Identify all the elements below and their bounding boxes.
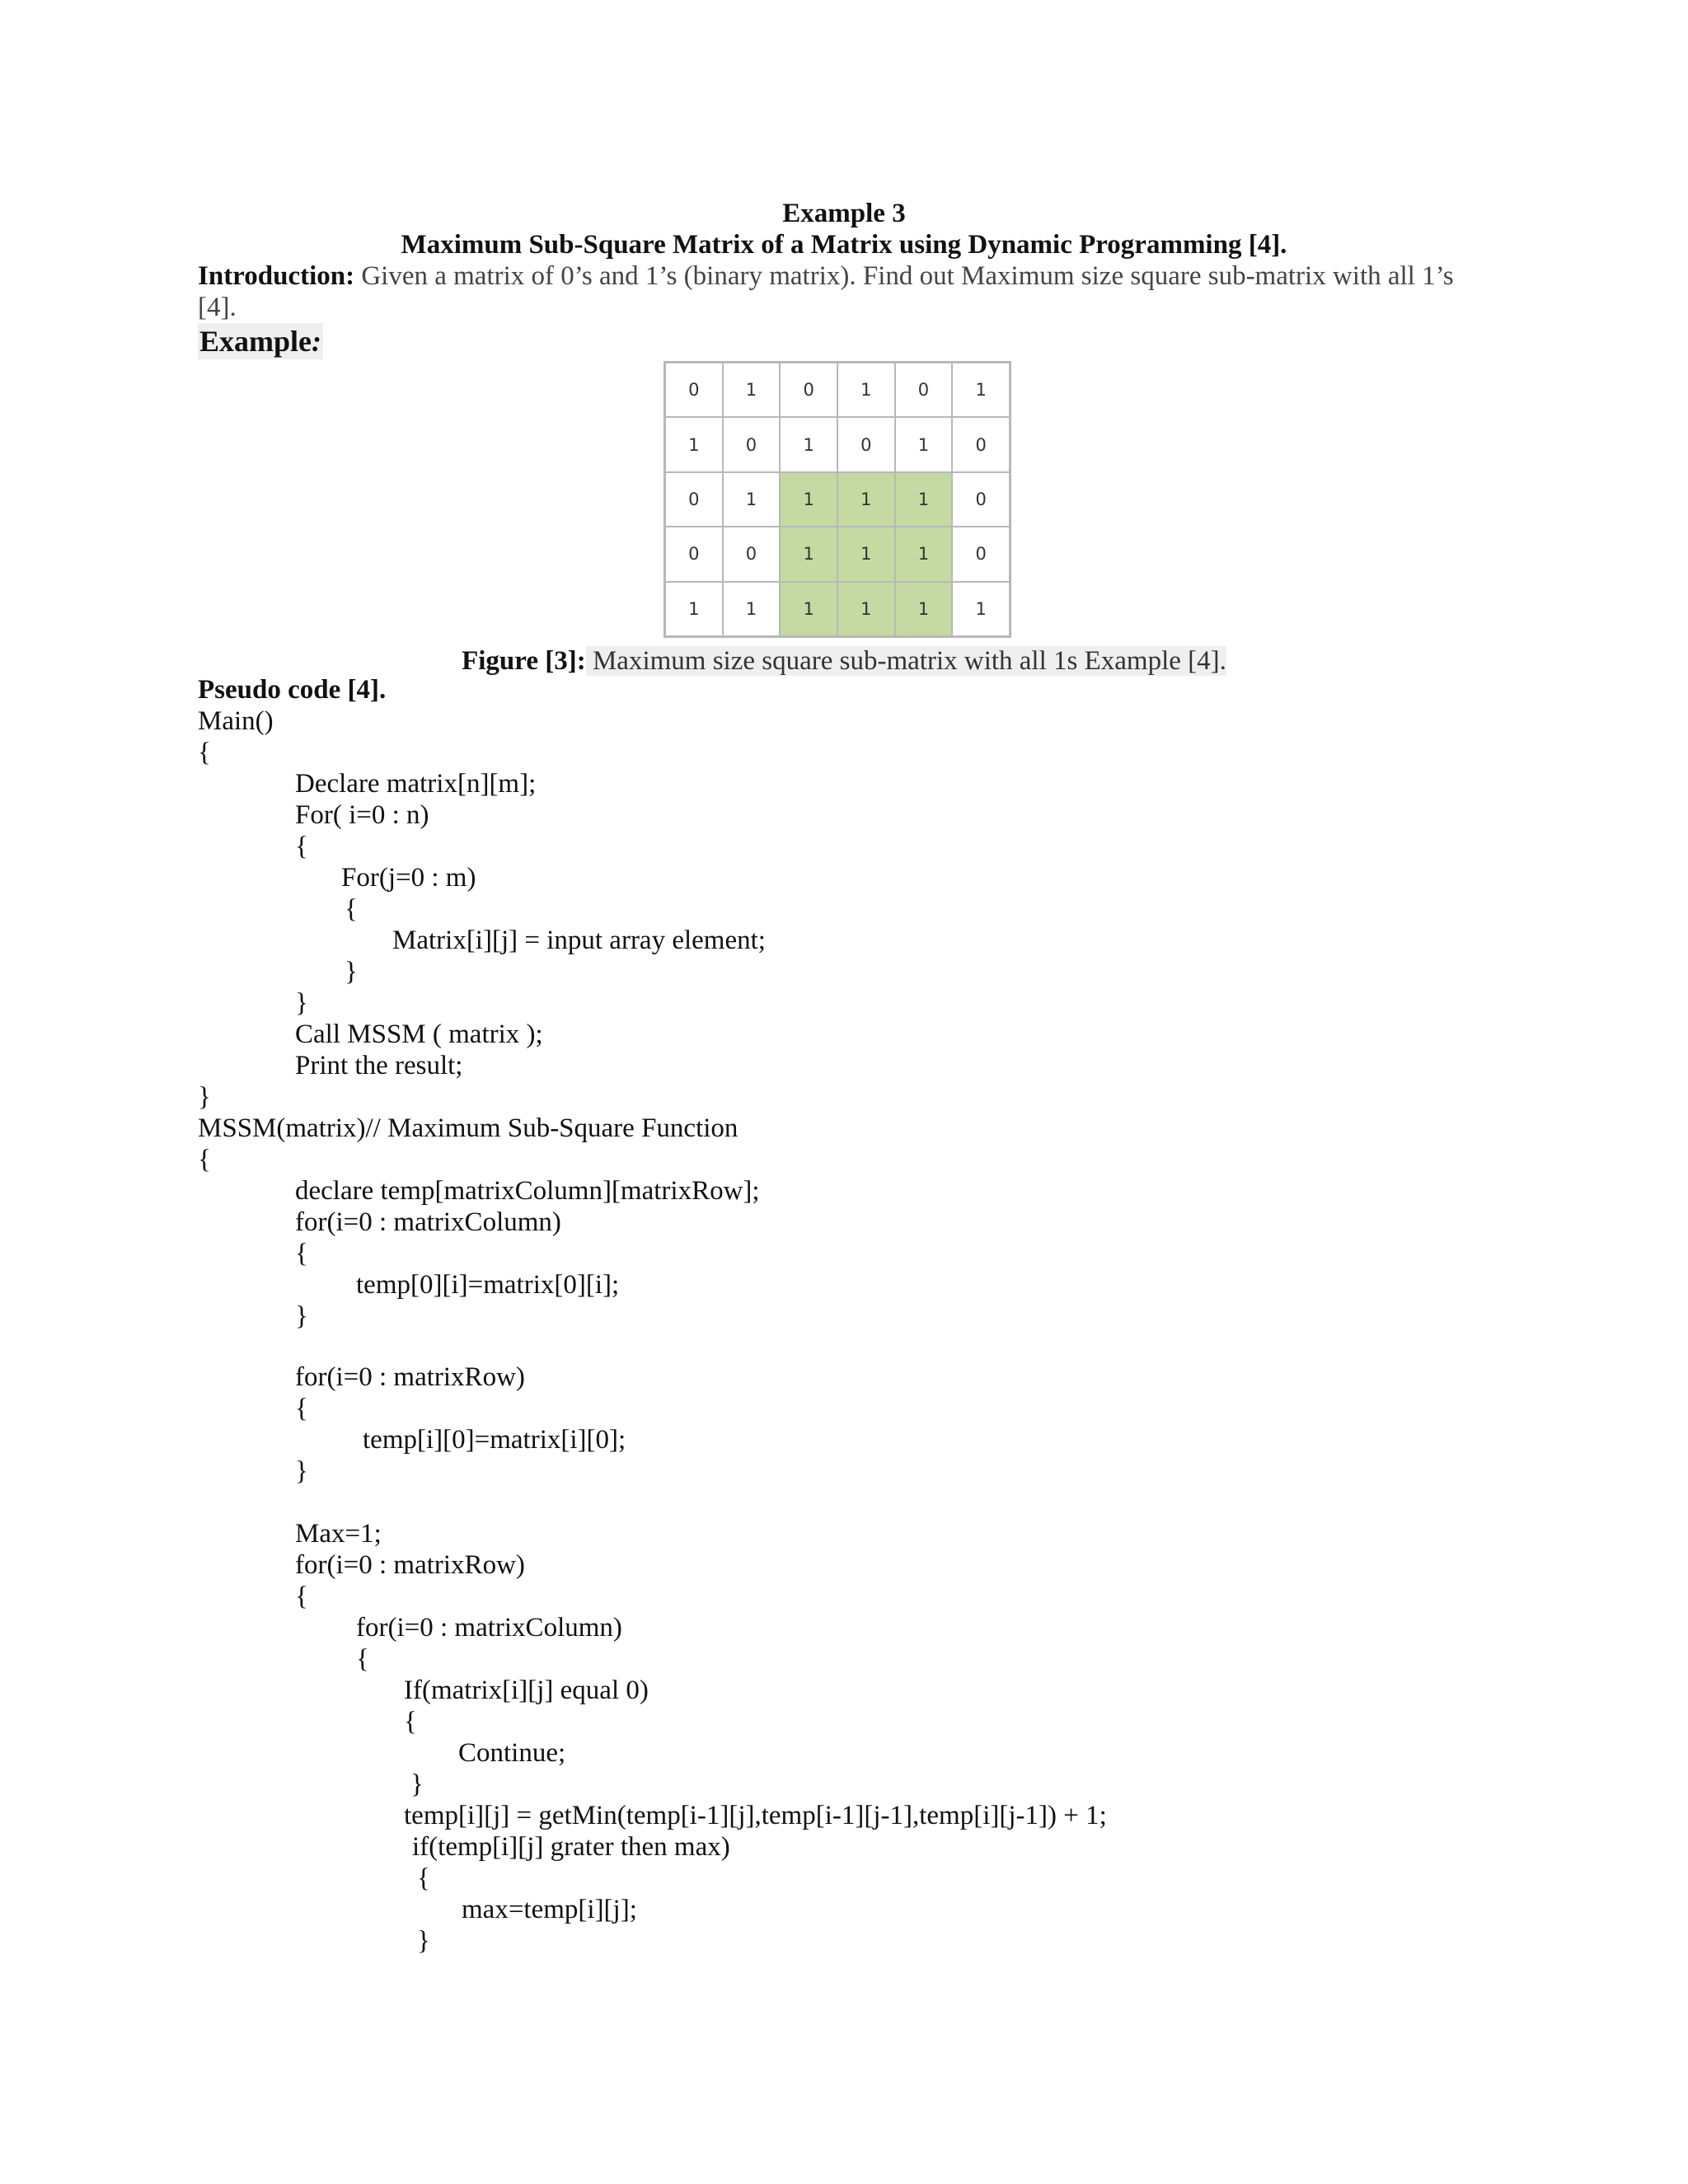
binary-matrix-figure (663, 361, 1011, 638)
code-line: { (295, 1239, 308, 1268)
code-line: { (295, 1394, 308, 1423)
code-line: { (198, 1145, 211, 1174)
code-line: { (295, 1582, 308, 1611)
code-line: } (198, 1082, 211, 1112)
code-line: MSSM(matrix)// Maximum Sub-Square Function (198, 1113, 738, 1143)
code-line: for(i=0 : matrixRow) (295, 1550, 525, 1580)
matrix-cell: 1 (895, 417, 953, 471)
figure-caption-label: Figure [3]: (462, 646, 586, 676)
example-heading-text: Example (199, 325, 312, 358)
code-line: { (356, 1644, 369, 1674)
code-line: } (417, 1926, 430, 1956)
matrix-cell: 1 (952, 582, 1010, 636)
matrix-cell: 1 (952, 363, 1010, 417)
matrix-cell: 0 (952, 472, 1010, 527)
code-line: } (295, 988, 308, 1018)
matrix-cell: 0 (952, 527, 1010, 581)
matrix-cell: 1 (895, 582, 953, 636)
matrix-cell: 0 (665, 472, 723, 527)
code-line: temp[i][0]=matrix[i][0]; (363, 1425, 626, 1455)
code-line: for(i=0 : matrixColumn) (295, 1207, 561, 1237)
code-line: temp[i][j] = getMin(temp[i-1][j],temp[i-1][j-1],temp[i][j-1]) + 1; (404, 1801, 1107, 1830)
matrix-cell: 0 (665, 527, 723, 581)
code-line: For( i=0 : n) (295, 800, 429, 830)
example-title: Example 3 (782, 199, 906, 228)
matrix-cell: 0 (837, 417, 895, 471)
code-line: if(temp[i][j] grater then max) (412, 1832, 730, 1862)
matrix-cell: 1 (780, 527, 837, 581)
code-line: for(i=0 : matrixColumn) (356, 1613, 622, 1643)
matrix-cell: 1 (837, 582, 895, 636)
code-line: { (345, 894, 358, 924)
code-line: declare temp[matrixColumn][matrixRow]; (295, 1176, 760, 1206)
code-line: Max=1; (295, 1519, 382, 1549)
example-heading-colon: : (312, 325, 322, 358)
code-line: For(j=0 : m) (341, 863, 476, 893)
matrix-cell: 0 (895, 363, 953, 417)
code-line: { (404, 1707, 417, 1736)
matrix-cell: 1 (837, 472, 895, 527)
matrix-cell: 0 (780, 363, 837, 417)
matrix-cell: 1 (837, 363, 895, 417)
code-line: If(matrix[i][j] equal 0) (404, 1675, 649, 1705)
code-line: { (417, 1863, 430, 1893)
code-line: Call MSSM ( matrix ); (295, 1019, 543, 1049)
introduction-label: Introduction: (198, 261, 355, 291)
matrix-cell: 0 (723, 417, 781, 471)
figure-caption-text: Maximum size square sub-matrix with all 1s Example [4]. (585, 646, 1226, 676)
introduction-paragraph (198, 260, 1484, 323)
code-line: for(i=0 : matrixRow) (295, 1362, 525, 1392)
code-line: { (198, 738, 211, 767)
matrix-cell: 0 (665, 363, 723, 417)
code-line: Main() (198, 706, 274, 736)
matrix-cell: 0 (723, 527, 781, 581)
example-heading (198, 323, 323, 359)
matrix-cell: 1 (837, 527, 895, 581)
code-line: } (295, 1456, 308, 1486)
matrix-cell: 1 (780, 417, 837, 471)
code-line: } (295, 1301, 308, 1331)
matrix-cell: 1 (780, 582, 837, 636)
matrix-cell: 1 (895, 472, 953, 527)
matrix-cell: 0 (952, 417, 1010, 471)
document-subtitle: Maximum Sub-Square Matrix of a Matrix using Dynamic Programming [4]. (401, 230, 1287, 260)
code-line: Continue; (458, 1738, 566, 1768)
code-line: { (295, 832, 308, 861)
matrix-cell: 1 (723, 472, 781, 527)
matrix-cell: 1 (665, 582, 723, 636)
code-line: Print the result; (295, 1051, 463, 1080)
matrix-cell: 1 (895, 527, 953, 581)
code-line: temp[0][i]=matrix[0][i]; (356, 1270, 620, 1300)
code-line: Declare matrix[n][m]; (295, 769, 537, 799)
matrix-cell: 1 (665, 417, 723, 471)
code-line: } (410, 1769, 424, 1799)
introduction-text: Given a matrix of 0’s and 1’s (binary matrix). Find out Maximum size square sub-matrix with all 1’s [4]. (198, 261, 1454, 322)
figure-caption (0, 644, 1688, 677)
code-line: } (345, 957, 358, 987)
matrix-cell: 1 (723, 582, 781, 636)
code-line: max=temp[i][j]; (462, 1895, 637, 1924)
code-line: Matrix[i][j] = input array element; (392, 926, 766, 955)
matrix-cell: 1 (723, 363, 781, 417)
pseudo-code-heading: Pseudo code [4]. (198, 675, 387, 705)
matrix-cell: 1 (780, 472, 837, 527)
